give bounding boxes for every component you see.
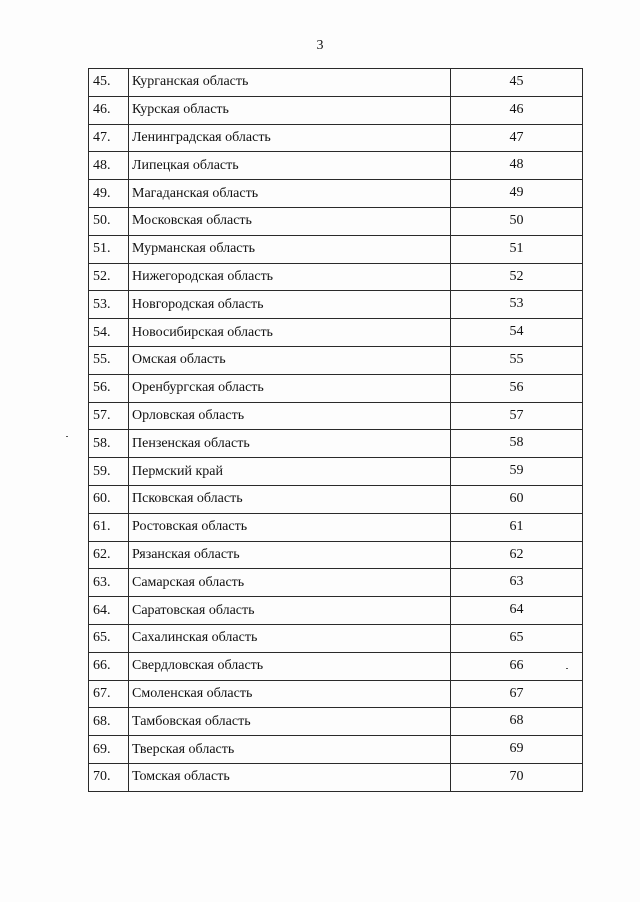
- region-name: Оренбургская область: [129, 374, 451, 402]
- region-name: Тамбовская область: [129, 708, 451, 736]
- region-name: Московская область: [129, 207, 451, 235]
- region-name: Пензенская область: [129, 430, 451, 458]
- region-name: Новгородская область: [129, 291, 451, 319]
- region-name: Липецкая область: [129, 152, 451, 180]
- row-number: 62.: [89, 541, 129, 569]
- region-name: Пермский край: [129, 458, 451, 486]
- table-row: [89, 624, 583, 652]
- table-row: [89, 235, 583, 263]
- table-row: [89, 263, 583, 291]
- region-name: Псковская область: [129, 485, 451, 513]
- region-code: 55: [451, 346, 583, 374]
- region-code: 62: [451, 541, 583, 569]
- region-code: 67: [451, 680, 583, 708]
- region-name: Сахалинская область: [129, 624, 451, 652]
- region-code: 61: [451, 513, 583, 541]
- region-name: Курская область: [129, 96, 451, 124]
- row-number: 51.: [89, 235, 129, 263]
- row-number: 63.: [89, 569, 129, 597]
- region-code: 53: [451, 291, 583, 319]
- region-code: 68: [451, 708, 583, 736]
- row-number: 64.: [89, 597, 129, 625]
- row-number: 49.: [89, 180, 129, 208]
- regions-table-container: [88, 68, 582, 792]
- region-name: Томская область: [129, 763, 451, 791]
- table-row: [89, 69, 583, 97]
- region-name: Ростовская область: [129, 513, 451, 541]
- row-number: 47.: [89, 124, 129, 152]
- row-number: 46.: [89, 96, 129, 124]
- region-name: Омская область: [129, 346, 451, 374]
- region-code: 56: [451, 374, 583, 402]
- row-number: 60.: [89, 485, 129, 513]
- region-name: Новосибирская область: [129, 319, 451, 347]
- table-row: [89, 124, 583, 152]
- table-row: [89, 569, 583, 597]
- row-number: 58.: [89, 430, 129, 458]
- row-number: 59.: [89, 458, 129, 486]
- table-row: [89, 291, 583, 319]
- row-number: 48.: [89, 152, 129, 180]
- region-name: Нижегородская область: [129, 263, 451, 291]
- region-code: 65: [451, 624, 583, 652]
- region-name: Орловская область: [129, 402, 451, 430]
- region-name: Самарская область: [129, 569, 451, 597]
- region-code: 66: [451, 652, 583, 680]
- region-name: Курганская область: [129, 69, 451, 97]
- region-code: 69: [451, 736, 583, 764]
- region-code: 58: [451, 430, 583, 458]
- region-code: 57: [451, 402, 583, 430]
- table-row: [89, 346, 583, 374]
- table-row: [89, 207, 583, 235]
- table-row: [89, 96, 583, 124]
- region-name: Саратовская область: [129, 597, 451, 625]
- regions-table: [88, 68, 583, 792]
- table-row: [89, 708, 583, 736]
- row-number: 65.: [89, 624, 129, 652]
- table-row: [89, 458, 583, 486]
- row-number: 54.: [89, 319, 129, 347]
- region-code: 64: [451, 597, 583, 625]
- regions-table-body: [89, 69, 583, 792]
- table-row: [89, 180, 583, 208]
- region-name: Мурманская область: [129, 235, 451, 263]
- region-code: 59: [451, 458, 583, 486]
- region-name: Магаданская область: [129, 180, 451, 208]
- table-row: [89, 485, 583, 513]
- region-code: 45: [451, 69, 583, 97]
- row-number: 45.: [89, 69, 129, 97]
- scan-speck: [566, 668, 568, 669]
- row-number: 66.: [89, 652, 129, 680]
- table-row: [89, 402, 583, 430]
- table-row: [89, 736, 583, 764]
- table-row: [89, 541, 583, 569]
- row-number: 56.: [89, 374, 129, 402]
- table-row: [89, 513, 583, 541]
- table-row: [89, 430, 583, 458]
- row-number: 70.: [89, 763, 129, 791]
- region-code: 49: [451, 180, 583, 208]
- scan-speck: [66, 436, 68, 437]
- row-number: 52.: [89, 263, 129, 291]
- row-number: 69.: [89, 736, 129, 764]
- row-number: 61.: [89, 513, 129, 541]
- region-name: Тверская область: [129, 736, 451, 764]
- region-code: 50: [451, 207, 583, 235]
- page-number: 3: [316, 38, 324, 53]
- row-number: 57.: [89, 402, 129, 430]
- table-row: [89, 152, 583, 180]
- table-row: [89, 652, 583, 680]
- table-row: [89, 763, 583, 791]
- row-number: 55.: [89, 346, 129, 374]
- row-number: 67.: [89, 680, 129, 708]
- region-code: 52: [451, 263, 583, 291]
- region-name: Смоленская область: [129, 680, 451, 708]
- table-row: [89, 319, 583, 347]
- region-code: 46: [451, 96, 583, 124]
- region-code: 70: [451, 763, 583, 791]
- region-code: 63: [451, 569, 583, 597]
- region-name: Рязанская область: [129, 541, 451, 569]
- region-code: 51: [451, 235, 583, 263]
- region-name: Свердловская область: [129, 652, 451, 680]
- region-code: 47: [451, 124, 583, 152]
- region-code: 48: [451, 152, 583, 180]
- row-number: 53.: [89, 291, 129, 319]
- region-name: Ленинградская область: [129, 124, 451, 152]
- table-row: [89, 597, 583, 625]
- region-code: 60: [451, 485, 583, 513]
- table-row: [89, 680, 583, 708]
- row-number: 50.: [89, 207, 129, 235]
- region-code: 54: [451, 319, 583, 347]
- table-row: [89, 374, 583, 402]
- row-number: 68.: [89, 708, 129, 736]
